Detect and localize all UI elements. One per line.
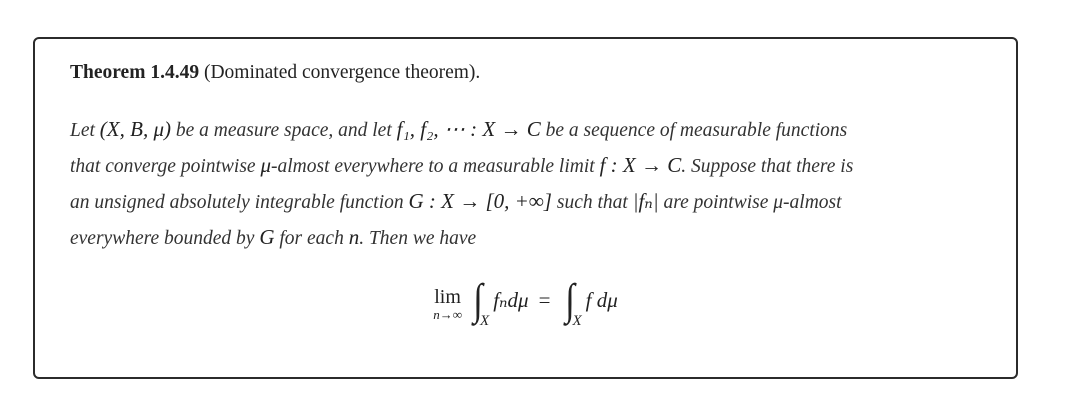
body-line [70,184,995,220]
body-text: an unsigned absolutely integrable function [70,192,409,213]
rhs-integrand: f dμ [585,287,618,312]
integral-sign: ∫ [473,275,483,324]
body-text: that converge pointwise [70,156,261,177]
body-text: are pointwise μ-almost [658,192,842,213]
body-text: . Suppose that there is [681,156,854,177]
body-text: everywhere bounded by [70,228,260,249]
lim-word: lim [434,286,461,308]
lhs-integrand: fₙdμ [493,287,529,312]
theorem-body [70,112,995,256]
body-text: be a measure space, and let [170,120,397,141]
body-text: be a sequence of measurable functions [540,120,848,141]
body-text: -almost everywhere to a measurable limit [271,156,600,177]
body-line [70,220,995,256]
integral-subscript: X [480,313,490,329]
math-inline: G : X → [0, +∞] [408,189,552,213]
math-inline: f₁, f₂, ⋯ : X → C [396,117,541,141]
equals-sign: = [538,287,551,312]
integral-subscript: X [572,313,582,329]
math-inline: μ [260,153,271,177]
integral-rhs [564,275,582,329]
theorem-label: Theorem 1.4.49 [70,62,200,83]
math-inline: G [259,225,275,249]
body-text: for each [274,228,349,249]
body-line [70,112,995,148]
math-inline: |fₙ| [632,189,659,213]
integral-lhs [472,275,490,329]
theorem-name: (Dominated convergence theorem). [203,62,481,83]
integral-sign: ∫ [565,275,576,324]
body-line [70,148,995,184]
body-text: Let [70,120,100,141]
body-text: . Then we have [359,228,477,249]
math-inline: n [348,225,360,249]
display-equation [35,265,1016,335]
theorem-box [33,37,1018,379]
lim-subscript: n→∞ [433,307,462,322]
limit-operator [433,286,462,322]
theorem-heading [70,62,480,84]
math-inline: (X, B, μ) [99,117,171,141]
body-text: such that [551,192,633,213]
math-inline: f : X → C [599,153,682,177]
